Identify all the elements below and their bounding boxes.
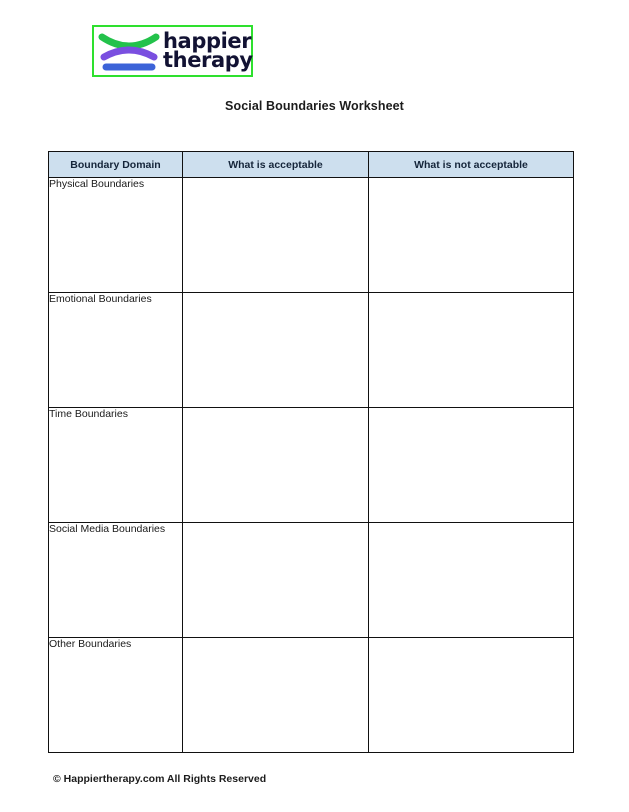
- answer-cell-other-acceptable[interactable]: [183, 638, 369, 753]
- social-boundaries-table: [48, 151, 574, 753]
- row-label-emotional-boundaries: Emotional Boundaries: [49, 293, 183, 408]
- column-header-boundary-domain: Boundary Domain: [49, 152, 183, 178]
- table-row: [49, 638, 574, 753]
- logo-wave-marks: [98, 29, 160, 73]
- logo-word-therapy: therapy: [163, 48, 253, 72]
- table-header: [49, 152, 574, 178]
- answer-cell-time-acceptable[interactable]: [183, 408, 369, 523]
- answer-cell-other-not-acceptable[interactable]: [369, 638, 574, 753]
- logo-wordmark: [163, 28, 253, 72]
- column-header-what-is-acceptable: What is acceptable: [183, 152, 369, 178]
- row-label-social-media-boundaries: Social Media Boundaries: [49, 523, 183, 638]
- answer-cell-social-media-not-acceptable[interactable]: [369, 523, 574, 638]
- row-label-physical-boundaries: Physical Boundaries: [49, 178, 183, 293]
- row-label-time-boundaries: Time Boundaries: [49, 408, 183, 523]
- green-arc-icon: [102, 37, 156, 46]
- copyright-footer: © Happiertherapy.com All Rights Reserved: [53, 773, 267, 785]
- happier-therapy-logo: [92, 25, 253, 77]
- logo-word-happier: happier: [163, 28, 252, 53]
- answer-cell-emotional-acceptable[interactable]: [183, 293, 369, 408]
- table-body: [49, 178, 574, 753]
- table-row: [49, 408, 574, 523]
- answer-cell-physical-acceptable[interactable]: [183, 178, 369, 293]
- table-row: [49, 293, 574, 408]
- answer-cell-social-media-acceptable[interactable]: [183, 523, 369, 638]
- answer-cell-time-not-acceptable[interactable]: [369, 408, 574, 523]
- purple-arc-icon: [104, 50, 154, 57]
- answer-cell-emotional-not-acceptable[interactable]: [369, 293, 574, 408]
- table-header-row: [49, 152, 574, 178]
- table-row: [49, 178, 574, 293]
- page-title: Social Boundaries Worksheet: [225, 99, 404, 113]
- answer-cell-physical-not-acceptable[interactable]: [369, 178, 574, 293]
- column-header-what-is-not-acceptable: What is not acceptable: [369, 152, 574, 178]
- table-row: [49, 523, 574, 638]
- row-label-other-boundaries: Other Boundaries: [49, 638, 183, 753]
